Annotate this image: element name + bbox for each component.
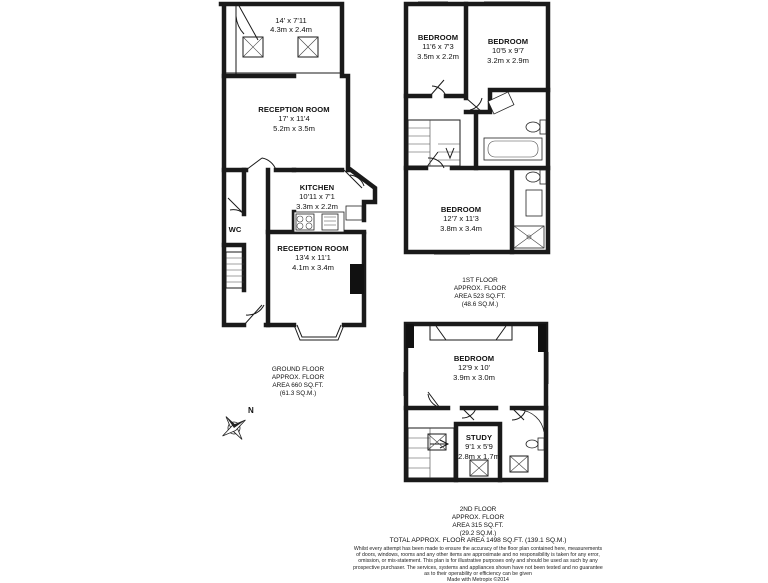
first-floor-area-sqft: AREA 523 SQ.FT. [454,293,506,300]
bedroom-2-name: BEDROOM [487,37,529,46]
second-door-1 [428,392,444,408]
bedroom-4-label [438,354,510,382]
reception-room-2-name: RECEPTION ROOM [277,244,349,253]
terrace-size: 14' x 7'11 [275,16,307,25]
second-dormer [430,324,512,340]
ground-front-door [244,305,264,325]
bedroom-1-name: BEDROOM [417,33,459,42]
first-vanity [526,190,542,216]
bedroom-4-metric: 3.9m x 3.0m [453,372,495,382]
bedroom-3-name: BEDROOM [440,205,482,214]
reception-room-2-label [268,244,358,272]
bedroom-1-metric: 3.5m x 2.2m [417,51,459,61]
ground-reception-door [246,158,276,170]
kitchen-worktop [294,212,344,232]
ground-floor-plan [221,4,375,340]
disclaimer-line: of doors, windows, rooms and any other items are approximate and no responsibility is taken for any error, [356,552,600,559]
disclaimer-line: Made with Metropix ©2014 [447,577,509,583]
wc-label: WC [228,225,242,234]
first-floor-area-label [440,277,520,309]
reception-room-2-metric: 4.1m x 3.4m [292,262,334,272]
second-skylight-study [470,460,488,476]
kitchen-name: KITCHEN [299,183,335,192]
total-floor-area: TOTAL APPROX. FLOOR AREA 1498 SQ.FT. (139.1 SQ.M.) [389,537,567,544]
ground-terrace-door [236,4,258,40]
compass-rose-icon [216,406,256,446]
ground-floor-approx: APPROX. FLOOR [271,374,325,381]
bedroom-3-size: 12'7 x 11'3 [443,214,479,224]
study-size: 9'1 x 5'9 [465,442,493,452]
kitchen-metric: 3.3m x 2.2m [296,201,338,211]
bedroom-3-metric: 3.8m x 3.4m [440,223,482,233]
second-floor-title: 2ND FLOOR [459,506,497,513]
second-eave-right [538,324,546,352]
reception-room-1-size: 17' x 11'4 [278,114,310,124]
second-floor-area-label [438,506,518,538]
ground-bay-window [294,325,344,340]
bedroom-1-label [410,33,466,61]
first-shower [514,226,544,248]
second-floor-area-sqm: (29.2 SQ.M.) [459,530,497,537]
second-eave-left [406,324,414,348]
ground-wc-walls [224,170,268,325]
study-label [458,433,500,461]
second-skylight-bath [510,456,528,472]
study-metric: 2.8m x 1.7m [458,451,500,461]
second-floor-area-sqft: AREA 315 SQ.FT. [452,522,504,529]
first-floor-approx: APPROX. FLOOR [453,285,507,292]
bedroom-4-size: 12'9 x 10' [457,363,491,373]
first-bath [484,138,542,160]
bedroom-2-label [478,37,538,65]
bedroom-2-size: 10'5 x 9'7 [491,46,525,56]
terrace-label [256,16,326,35]
disclaimer-line: prospective purchaser. The services, systems and appliances shown have not been tested and no guarantee [353,564,603,571]
ground-floor-area-sqm: (61.3 SQ.M.) [279,390,317,397]
study-name: STUDY [465,433,493,442]
reception-room-2-size: 13'4 x 11'1 [295,253,331,263]
reception-room-1-metric: 5.2m x 3.5m [273,123,315,133]
second-toilet [526,438,544,450]
ground-staircase [226,252,244,288]
first-toilet-2 [526,170,546,184]
ground-floor-area-label [258,366,338,398]
disclaimer-line: as to their operability or efficiency can be given [424,570,532,577]
bedroom-4-name: BEDROOM [453,354,495,363]
ground-skylight-1 [243,37,263,57]
first-door-1 [430,80,446,96]
reception-room-1-label [244,105,344,133]
terrace-metric: 4.3m x 2.4m [270,25,312,35]
kitchen-size: 10'11 x 7'1 [299,192,335,202]
kitchen-label [284,183,350,211]
ground-skylight-2 [298,37,318,57]
ground-floor-area-sqft: AREA 660 SQ.FT. [272,382,324,389]
ground-floor-title: GROUND FLOOR [271,366,325,373]
reception-room-1-name: RECEPTION ROOM [258,105,330,114]
second-staircase [408,428,454,478]
ground-terrace-glazing [224,4,342,76]
ground-wc-door [228,198,244,214]
disclaimer [286,546,670,583]
compass-north-label: N [248,406,254,415]
second-floor-approx: APPROX. FLOOR [451,514,505,521]
bedroom-2-metric: 3.2m x 2.9m [487,55,529,65]
bedroom-3-label [426,205,496,233]
first-floor-title: 1ST FLOOR [462,277,498,284]
first-floor-area-sqm: (48.6 SQ.M.) [461,301,499,308]
disclaimer-line: Whilst every attempt has been made to ensure the accuracy of the floor plan contained here, measurements [353,546,603,552]
disclaimer-line: omission, or mis-statement. This plan is for illustrative purposes only and should be used as such by any [358,558,598,565]
first-toilet-1 [526,120,546,134]
bedroom-1-size: 11'6 x 7'3 [422,42,454,52]
